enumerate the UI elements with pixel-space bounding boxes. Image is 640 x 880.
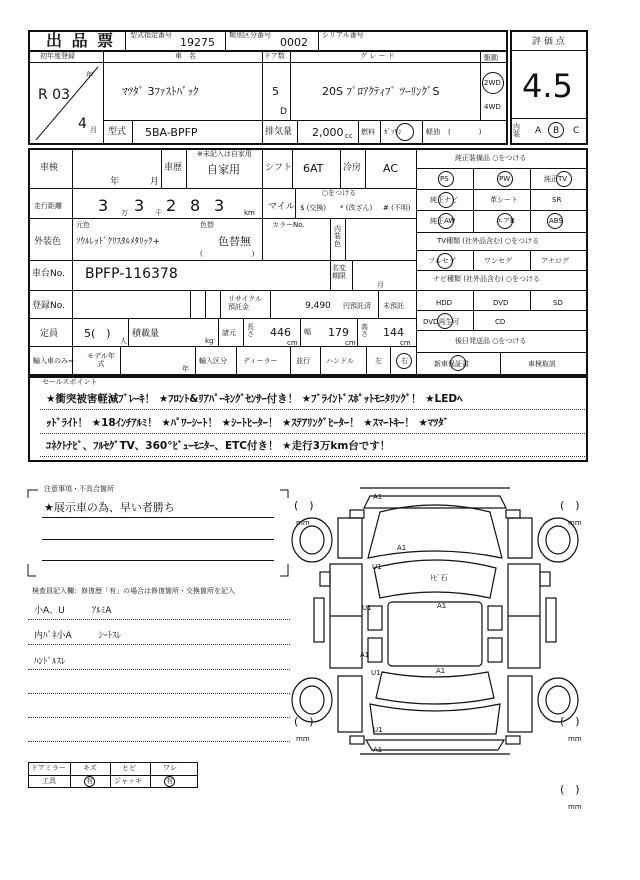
chassis-no: BPFP-116378: [85, 266, 178, 282]
chassis-label: 車台No.: [32, 269, 65, 279]
equip-airbag-circle: [497, 213, 513, 229]
damage-mark: A1: [436, 667, 446, 675]
width-label: 幅: [304, 328, 311, 336]
mile-label: マイル: [268, 202, 295, 212]
recycle-fee-label: リサイクル預託金: [228, 295, 263, 311]
inspection-month-mark: 月: [150, 177, 160, 187]
tools-header: ヒビ: [122, 764, 136, 772]
tv-fullseg: フルセグ: [428, 257, 456, 265]
import-parallel: 並行: [296, 357, 310, 365]
inspector-label: 検査員記入欄：修復歴「有」の場合は修復箇所・交換箇所を記入: [32, 587, 235, 595]
damage-mark: ﾄﾋﾞ石: [430, 574, 448, 582]
first-reg-month: 4: [78, 116, 87, 132]
color-no-label: カラーNo.: [272, 221, 305, 229]
navi-title: ナビ種類 (社外品含む) ○をつける: [433, 275, 541, 283]
damage-mark: A1: [437, 602, 447, 610]
tools-header: ドアミラー: [31, 764, 66, 772]
inspector-line: ﾊﾝﾄﾞﾙｽﾚ: [34, 657, 66, 667]
recycle-fee: 9,490: [305, 301, 331, 311]
equip-tv-circle: [556, 171, 572, 187]
dims-label: 諸元: [222, 329, 236, 337]
mm-unit: mm: [296, 735, 310, 743]
height-label: 高さ: [361, 323, 368, 338]
aircon-label: 冷房: [343, 163, 362, 173]
capacity: 5( ): [84, 327, 111, 340]
equipment-title: 純正装備品 ○をつける: [455, 154, 527, 162]
width-unit: cm: [345, 339, 356, 347]
model-code: 5BA-BPFP: [145, 126, 198, 139]
equip-tv: 純正TV: [544, 175, 568, 183]
person-unit: 人: [120, 337, 127, 345]
sales-line: ｺﾈｸﾄﾅﾋﾞ、ﾌﾙｾｸﾞTV、360°ﾋﾞｭｰﾓﾆﾀｰ、ETC付き！ ★走行3万km台です！: [46, 440, 391, 452]
equip-abs-circle: [547, 213, 563, 229]
car-name-label: 車 名: [175, 52, 196, 60]
drive-label: 駆動: [484, 54, 498, 62]
fuel-label: 燃料: [361, 128, 375, 136]
navi-hdd: HDD: [436, 299, 453, 307]
car-damage-diagram: [290, 478, 600, 818]
import-label: 輸入車のみ⇒: [33, 357, 74, 365]
mileage-exchange: $ (交換): [300, 204, 327, 212]
first-reg-year: R 03: [38, 87, 70, 103]
cc-unit: cc: [345, 132, 353, 140]
mm-unit: mm: [568, 735, 582, 743]
damage-mark: A1: [397, 544, 407, 552]
width: 179: [328, 326, 349, 339]
form-title: 出 品 票: [46, 31, 116, 50]
equip-abs: ABS: [549, 217, 563, 225]
grade: 20S ﾌﾟﾛｱｸﾃｨﾌﾞ ﾂｰﾘﾝｸﾞS: [322, 85, 440, 98]
mm-unit: mm: [568, 519, 582, 527]
damage-mark: U1: [373, 726, 383, 734]
model-year-mark: 年: [182, 365, 189, 373]
tools-cell: ジャッキ: [114, 777, 142, 785]
recycle-done: 円預託済: [343, 302, 371, 310]
sen-unit: 千: [155, 209, 162, 217]
class-no: 0002: [280, 36, 308, 49]
score-label: 評 価 点: [532, 37, 565, 47]
mileage-label: 走行距離: [34, 202, 62, 210]
orig-color-label: 元色: [76, 221, 90, 229]
capacity-label: 定員: [40, 329, 59, 339]
equipment-grid: [416, 168, 588, 232]
notes-text: ★展示車の為、早い者勝ち: [44, 501, 175, 514]
mm-unit: mm: [296, 519, 310, 527]
km-unit: km: [244, 209, 255, 217]
height-unit: cm: [400, 339, 411, 347]
handle-right: 右: [401, 357, 408, 365]
later-manual: 車検取説: [528, 360, 556, 368]
grade-label: グ レ ー ド: [360, 52, 395, 60]
mileage-digit: 3: [134, 196, 145, 215]
drive-2wd: 2WD: [484, 79, 501, 87]
tire-bracket: ( ): [560, 499, 580, 512]
mileage-digits: [96, 190, 236, 220]
damage-mark: U1: [362, 604, 372, 612]
color-label: 外装色: [34, 237, 62, 247]
type-no-label: 型式指定番号: [130, 31, 172, 39]
man-unit: 万: [121, 209, 128, 217]
navi-dvdplay: DVD再生可: [423, 318, 460, 326]
color-change-label: 色替: [200, 221, 214, 229]
navi-sd: SD: [553, 299, 563, 307]
tire-bracket: ( ): [560, 715, 580, 728]
fuel-gasoline: ｶﾞｿﾘﾝ: [384, 128, 402, 136]
mm-unit: mm: [568, 803, 582, 811]
history-label: 車歴: [164, 163, 183, 173]
damage-mark: A1: [360, 651, 370, 659]
recycle-not: 未預託: [383, 302, 404, 310]
handle-left: 左: [375, 357, 382, 365]
score-value: 4.5: [522, 67, 573, 105]
interior-a: A: [535, 126, 542, 136]
height: 144: [383, 326, 404, 339]
mileage-digit: 3: [214, 196, 225, 215]
equip-ps: PS: [440, 175, 449, 183]
mileage-digit: 3: [98, 196, 109, 215]
interior-c: C: [573, 126, 580, 136]
spare-tire-bracket: ( ): [560, 783, 580, 796]
tools-cell: 有: [166, 777, 173, 785]
sales-line: ★衝突被害軽減ﾌﾞﾚｰｷ！ ★ﾌﾛﾝﾄ&ﾘｱﾊﾟｰｷﾝｸﾞｾﾝｻｰ付き！ ★ﾌﾞﾗｲﾝﾄﾞｽﾎﾟｯﾄﾓﾆﾀﾘﾝｸﾞ！ ★LEDﾍ: [46, 393, 463, 405]
import-type-label: 輸入区分: [199, 357, 227, 365]
history-note: ※未記入は自家用: [197, 150, 252, 158]
tv-title: TV種類 (社外品含む) ○をつける: [437, 237, 540, 245]
equip-navi-circle: [438, 192, 454, 208]
damage-mark: A1: [373, 746, 383, 754]
notes-bracket: [22, 484, 292, 584]
damage-mark: U1: [372, 563, 382, 571]
equip-pw-circle: [497, 171, 513, 187]
color: ｿｳﾙﾚｯﾄﾞｸﾘｽﾀﾙﾒﾀﾘｯｸ+: [76, 237, 161, 247]
tv-analog: アナログ: [541, 257, 569, 265]
tire-bracket: ( ): [294, 715, 314, 728]
color-paren: ( ): [200, 250, 255, 258]
interior-label: 内装: [513, 123, 520, 138]
damage-mark: U1: [371, 669, 381, 677]
later-warranty: 新車保証書: [434, 360, 469, 368]
registration-label: 登録No.: [32, 301, 65, 311]
shift-label: シフト: [265, 163, 293, 173]
mileage-tamper: * (改ざん): [340, 204, 373, 212]
fuel-diesel: 軽油: [426, 128, 440, 136]
tools-cell: 工具: [42, 777, 56, 785]
tv-oneseg: ワンセグ: [484, 257, 512, 265]
aircon: AC: [383, 162, 399, 175]
mileage-digit: 2: [166, 196, 177, 215]
drive-4wd: 4WD: [484, 103, 501, 111]
inspection-year-mark: 年: [110, 177, 120, 187]
later-title: 後日発送品 ○をつける: [455, 337, 527, 345]
handle-label: ハンドル: [326, 357, 354, 365]
car-name: ﾏﾂﾀﾞ 3ﾌｧｽﾄﾊﾞｯｸ: [122, 85, 199, 98]
tools-cell: 有: [86, 777, 93, 785]
mileage-unknown: # (不明): [383, 204, 411, 212]
serial-label: シリアル番号: [322, 31, 364, 39]
kg-unit: kg: [205, 337, 214, 345]
interior-b: B: [553, 126, 560, 136]
month-mark: 月: [90, 126, 97, 134]
equip-leather: 革シート: [490, 196, 518, 204]
inspection-label: 車検: [40, 163, 59, 173]
equip-aw: 純正AW: [430, 217, 456, 225]
model-year-label: モデル年式: [87, 352, 115, 369]
equip-aw-circle: [438, 213, 454, 229]
inspector-line: 内ﾊﾟﾈ小A ｼｰﾄｽﾚ: [34, 631, 122, 641]
fuel-other: ( ): [448, 128, 482, 136]
door-d: D: [280, 107, 287, 117]
equip-ps-circle: [438, 171, 454, 187]
int-color-label: 内装色: [334, 225, 341, 248]
navi-cd: CD: [495, 318, 506, 326]
notes-label: 注意事項・不具合箇所: [44, 485, 114, 493]
door-count: 5: [272, 85, 279, 98]
model-label: 型式: [108, 127, 127, 137]
mileage-mark-note: ○をつける: [322, 189, 357, 197]
equip-sr: SR: [552, 196, 562, 204]
tools-header: キズ: [83, 764, 97, 772]
shift: 6AT: [303, 162, 324, 175]
type-no: 19275: [180, 36, 215, 49]
tools-header: ワレ: [163, 764, 177, 772]
name-change-label: 名変期限: [332, 264, 346, 280]
length-label: 長さ: [247, 323, 254, 338]
displacement-label: 排気量: [265, 127, 293, 137]
navi-dvd: DVD: [493, 299, 509, 307]
sales-line: ｯﾄﾞﾗｲﾄ！ ★18ｲﾝﾁｱﾙﾐ！ ★ﾊﾟﾜｰｼｰﾄ！ ★ｼｰﾄﾋｰﾀｰ！ ★ｽﾃｱﾘﾝｸﾞﾋｰﾀｰ！ ★ｽﾏｰﾄｷｰ！ ★ﾏﾂﾀﾞ: [46, 417, 449, 429]
tire-bracket: ( ): [294, 499, 314, 512]
sales-label: セールスポイント: [42, 378, 98, 386]
equip-pw: PW: [499, 175, 511, 183]
mileage-digit: 8: [190, 196, 201, 215]
equip-airbag: エアB: [496, 217, 515, 225]
year-mark: 年: [86, 71, 93, 79]
length: 446: [270, 326, 291, 339]
first-reg-label: 初年度登録: [40, 52, 75, 60]
equip-navi: 純正ナビ: [430, 196, 458, 204]
load-label: 積載量: [132, 329, 160, 339]
name-change-month: 月: [377, 281, 384, 289]
class-no-label: 類別区分番号: [229, 31, 271, 39]
import-dealer: ディーラー: [243, 357, 278, 365]
color-change: 色替無: [218, 235, 251, 248]
displacement: 2,000: [312, 126, 344, 139]
inspector-line: 小A、U ｱﾙﾐA: [34, 606, 112, 616]
history: 自家用: [207, 163, 240, 176]
door-label: ドア数: [264, 52, 285, 60]
damage-mark: A1: [373, 493, 383, 501]
length-unit: cm: [287, 339, 298, 347]
